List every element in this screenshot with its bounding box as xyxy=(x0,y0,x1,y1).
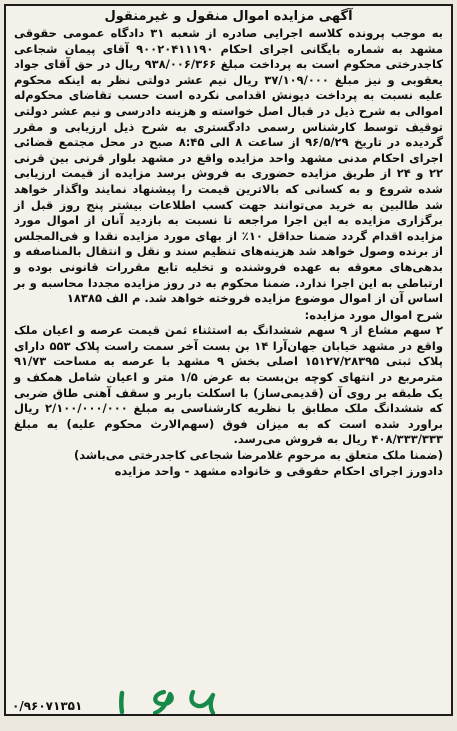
reference-number: ۰/۹۶۰۷۱۳۵۱ xyxy=(12,699,83,713)
handwritten-stroke-six xyxy=(191,692,213,713)
notice-title: آگهی مزایده اموال منقول و غیرمنقول xyxy=(104,9,353,24)
bottom-bar xyxy=(6,695,451,714)
issuer-signature: دادورز اجرای احکام حقوقی و خانواده مشهد - واحد مزایده xyxy=(114,463,443,478)
property-description: ۲ سهم مشاع از ۹ سهم ششدانگ به استثناء ثمن قیمت عرصه و اعیان ملک واقع در مشهد خیابان جهان‌آرا ۱۴ بن بست آخر سمت راست پلاک ۵۵۳ دارای پلاک ثبتی ۱۵۱۲۷/۲۸۳۹۵ اصلی بخش ۹ مشهد با عرصه به مساحت ۹۱/۷۳ مترمربع در انتهای کوچه بن‌بست به عرض ۱/۵ متر و اعیان شامل همکف و یک طبقه بر روی آن (قدیمی‌ساز) با اسکلت باربر و سقف آهنی طاق ضربی که ششدانگ ملک مطابق با نظریه کارشناسی به مبلغ ۲/۱۰۰/۰۰۰/۰۰۰ ریال براورد شده است که به میزان فوق (سهم‌الارث محکوم علیه) به مبلغ ۴۰۸/۳۳۳/۳۳۳ ریال به فروش می‌رسد. xyxy=(14,323,443,447)
notice-body xyxy=(6,26,451,479)
notice-paragraph-main: به موجب پرونده کلاسه اجرایی صادره از شعبه ۳۱ دادگاه عمومی حقوقی مشهد به شماره بایگانی اجرای احکام ۹۰۰۲۰۴۱۱۱۹۰ آقای پیمان شجاعی کاجدرختی محکوم است به پرداخت مبلغ ۹۳۸/۰۰۶/۳۶۶ ریال در حق آقای جواد یعقوبی و نیز مبلغ ۳۷/۱۰۹/۰۰۰ ریال نیم عشر دولتی نظر به اینکه محکوم علیه نسبت به پرداخت دیونش اقدامی نکرده است حسب تقاضای محکوم‌له اموالی به شرح ذیل در قبال اصل خواسته و هزینه دادرسی و نیم عشر دولتی توقیف توسط کارشناس رسمی دادگستری به شرح ذیل ارزیابی و مقرر گردیده در تاریخ ۹۶/۵/۲۹ از ساعت ۸ الی ۸:۴۵ صبح در محل مجتمع قضائی اجرای احکام مدنی مشهد واحد مزایده واقع در مشهد بلوار قرنی بین قرنی ۲۲ و ۲۴ از طریق مزایده حضوری به فروش برسد مزایده از قیمت ارزیابی شده شروع و به کسانی که بالاترین قیمت را پیشنهاد نمایند واگذار خواهد شد طالبین به خرید می‌توانند جهت کسب اطلاعات بیشتر پنج روز قبل از برگزاری مزایده به این اجرا مراجعه تا نسبت به بازدید آنان از اموال مورد مزایده اقدام گردد ضمنا حداقل ۱۰٪ از بهای مورد مزایده نقدا و فی‌المجلس از برنده وصول خواهد شد هزینه‌های تنظیم سند و نقل و انتقال بالمناصفه و بدهی‌های معوقه به عهده فروشنده و تخلیه تابع مقررات قانونی بوده و ارتباطی به این اجرا ندارد. ضمنا محکوم به در روز مزایده مجددا محاسبه و بر اساس آن از اموال موضوع مزایده فروخته خواهد شد. م الف ۱۸۳۸۵ xyxy=(14,26,444,306)
handwritten-stroke-nine xyxy=(155,692,172,713)
notice-frame xyxy=(4,4,453,716)
property-heading: شرح اموال مورد مزایده: xyxy=(304,307,443,322)
handwritten-number-mark xyxy=(118,688,223,716)
handwritten-stroke-one xyxy=(121,693,122,712)
ownership-note: (ضمنا ملک متعلق به مرحوم غلامرضا شجاعی کاجدرختی می‌باشد) xyxy=(73,448,443,463)
